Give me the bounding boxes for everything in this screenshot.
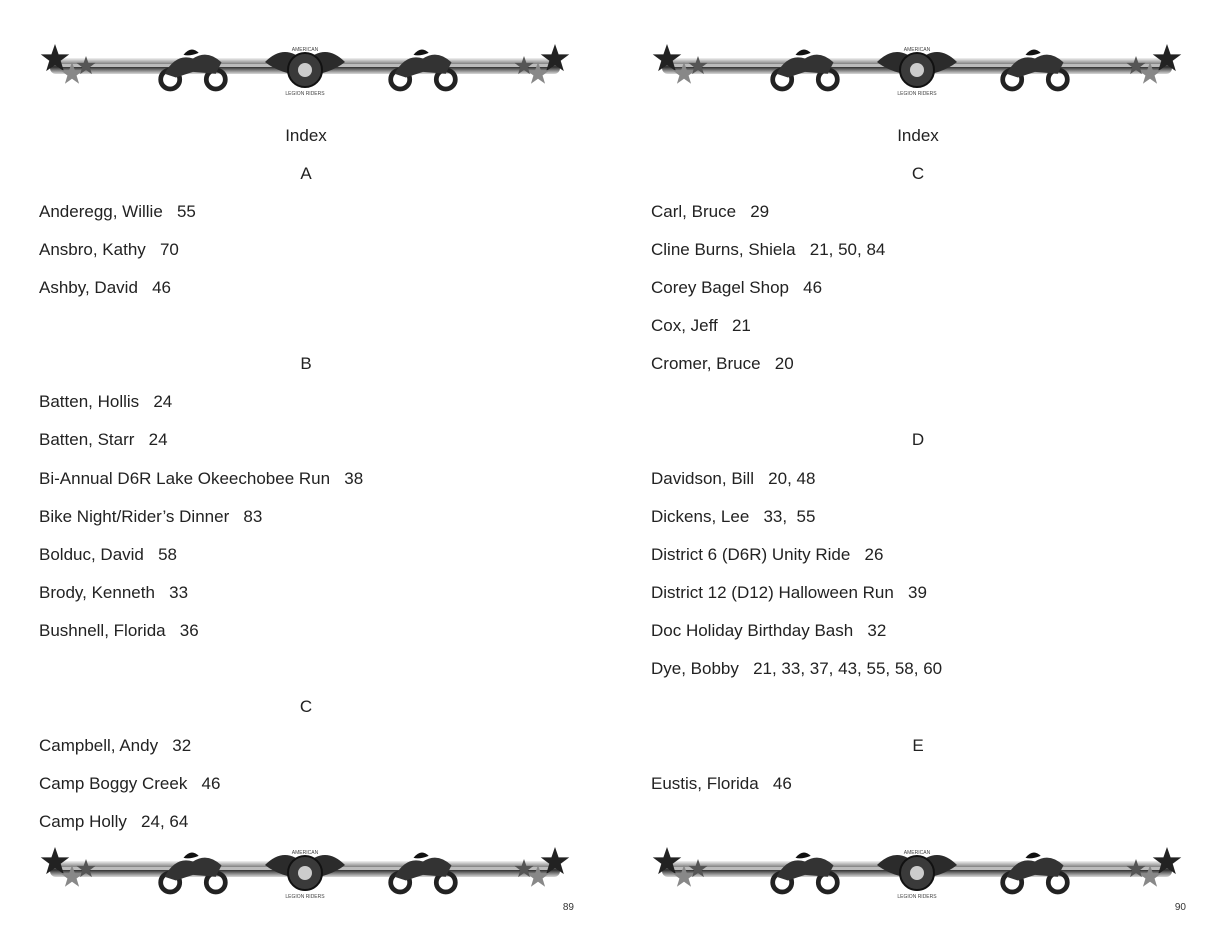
index-entry: Ansbro, Kathy 70 bbox=[39, 240, 179, 259]
section-letter-b: B bbox=[300, 354, 312, 373]
page-number: 89 bbox=[562, 902, 574, 913]
bottom-banner bbox=[652, 843, 1182, 903]
svg-text:AMERICAN: AMERICAN bbox=[291, 47, 319, 53]
index-entry: Batten, Hollis 24 bbox=[39, 392, 173, 411]
index-entry: District 12 (D12) Halloween Run 39 bbox=[651, 583, 927, 602]
top-banner bbox=[40, 40, 570, 100]
index-entry: Doc Holiday Birthday Bash 32 bbox=[651, 621, 887, 640]
section-letter-c: C bbox=[911, 164, 925, 183]
index-entry: Bushnell, Florida 36 bbox=[39, 621, 199, 640]
index-entry: Anderegg, Willie 55 bbox=[39, 202, 196, 221]
index-entry: Eustis, Florida 46 bbox=[651, 774, 792, 793]
index-entry: Bi-Annual D6R Lake Okeechobee Run 38 bbox=[39, 469, 364, 488]
banner-graphic bbox=[40, 843, 570, 903]
motorcycle-icon bbox=[391, 852, 456, 891]
motorcycle-icon bbox=[161, 852, 226, 891]
section-letter-d: D bbox=[911, 430, 925, 449]
index-entry: Bike Night/Rider’s Dinner 83 bbox=[39, 507, 263, 526]
svg-text:AMERICAN: AMERICAN bbox=[903, 850, 931, 856]
page-title: Index bbox=[285, 126, 327, 145]
section-letter-c: C bbox=[299, 697, 313, 716]
index-entry: Campbell, Andy 32 bbox=[39, 736, 192, 755]
motorcycle-icon bbox=[1003, 49, 1068, 88]
index-entry: Batten, Starr 24 bbox=[39, 430, 168, 449]
motorcycle-icon bbox=[161, 49, 226, 88]
right-page bbox=[612, 0, 1224, 939]
page-title: Index bbox=[897, 126, 939, 145]
svg-text:LEGION RIDERS: LEGION RIDERS bbox=[897, 91, 937, 97]
svg-text:AMERICAN: AMERICAN bbox=[291, 850, 319, 856]
index-entry: Dickens, Lee 33, 55 bbox=[651, 507, 816, 526]
index-entry: Davidson, Bill 20, 48 bbox=[651, 469, 816, 488]
index-entry: Corey Bagel Shop 46 bbox=[651, 278, 823, 297]
section-letter-a: A bbox=[300, 164, 312, 183]
motorcycle-icon bbox=[773, 852, 838, 891]
motorcycle-icon bbox=[391, 49, 456, 88]
index-entry: Camp Holly 24, 64 bbox=[39, 812, 189, 831]
banner-graphic bbox=[652, 843, 1182, 903]
index-entry: Cox, Jeff 21 bbox=[651, 316, 751, 335]
section-letter-e: E bbox=[912, 736, 924, 755]
index-entry: Cromer, Bruce 20 bbox=[651, 354, 794, 373]
motorcycle-icon bbox=[1003, 852, 1068, 891]
page-number: 90 bbox=[1174, 902, 1186, 913]
top-banner bbox=[652, 40, 1182, 100]
index-entry: Bolduc, David 58 bbox=[39, 545, 177, 564]
index-entry: Cline Burns, Shiela 21, 50, 84 bbox=[651, 240, 886, 259]
banner-graphic bbox=[40, 40, 570, 100]
svg-text:LEGION RIDERS: LEGION RIDERS bbox=[285, 894, 325, 900]
index-entry: Ashby, David 46 bbox=[39, 278, 171, 297]
index-entry: Carl, Bruce 29 bbox=[651, 202, 770, 221]
index-entry: District 6 (D6R) Unity Ride 26 bbox=[651, 545, 884, 564]
svg-text:LEGION RIDERS: LEGION RIDERS bbox=[897, 894, 937, 900]
svg-text:AMERICAN: AMERICAN bbox=[903, 47, 931, 53]
index-entry: Camp Boggy Creek 46 bbox=[39, 774, 221, 793]
banner-graphic bbox=[652, 40, 1182, 100]
svg-text:LEGION RIDERS: LEGION RIDERS bbox=[285, 91, 325, 97]
bottom-banner bbox=[40, 843, 570, 903]
index-entry: Brody, Kenneth 33 bbox=[39, 583, 189, 602]
motorcycle-icon bbox=[773, 49, 838, 88]
index-entry: Dye, Bobby 21, 33, 37, 43, 55, 58, 60 bbox=[651, 659, 943, 678]
